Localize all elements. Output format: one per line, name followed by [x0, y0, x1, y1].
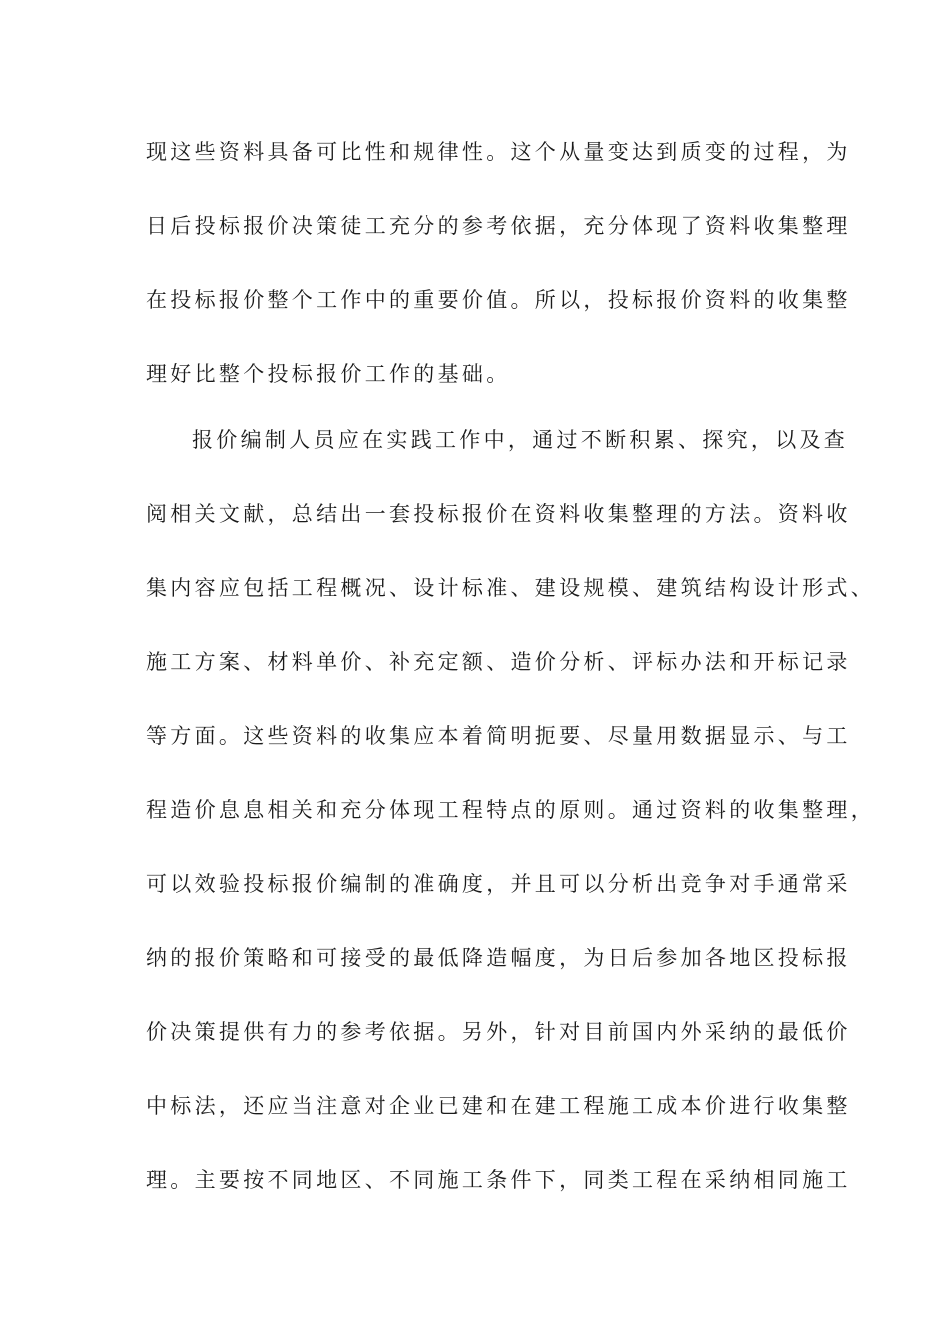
text-line: 集内容应包括工程概况、设计标准、建设规模、建筑结构设计形式、	[146, 576, 875, 600]
text-line: 等方面。这些资料的收集应本着简明扼要、尽量用数据显示、与工	[146, 724, 851, 748]
text-line: 理。主要按不同地区、不同施工条件下，同类工程在采纳相同施工	[146, 1168, 851, 1192]
text-line: 在投标报价整个工作中的重要价值。所以，投标报价资料的收集整	[146, 288, 851, 312]
text-line: 日后投标报价决策徒工充分的参考依据，充分体现了资料收集整理	[146, 214, 851, 238]
text-line: 报价编制人员应在实践工作中，通过不断积累、探究，以及查	[192, 428, 849, 452]
text-line: 程造价息息相关和充分体现工程特点的原则。通过资料的收集整理，	[146, 798, 875, 822]
text-line: 阅相关文献，总结出一套投标报价在资料收集整理的方法。资料收	[146, 502, 851, 526]
text-line: 现这些资料具备可比性和规律性。这个从量变达到质变的过程，为	[146, 140, 851, 164]
text-line: 纳的报价策略和可接受的最低降造幅度，为日后参加各地区投标报	[146, 946, 851, 970]
text-line: 可以效验投标报价编制的准确度，并且可以分析出竞争对手通常采	[146, 872, 851, 896]
text-line: 价决策提供有力的参考依据。另外，针对目前国内外采纳的最低价	[146, 1020, 851, 1044]
text-line: 中标法，还应当注意对企业已建和在建工程施工成本价进行收集整	[146, 1094, 851, 1118]
text-line: 施工方案、材料单价、补充定额、造价分析、评标办法和开标记录	[146, 650, 851, 674]
text-line: 理好比整个投标报价工作的基础。	[146, 362, 511, 386]
